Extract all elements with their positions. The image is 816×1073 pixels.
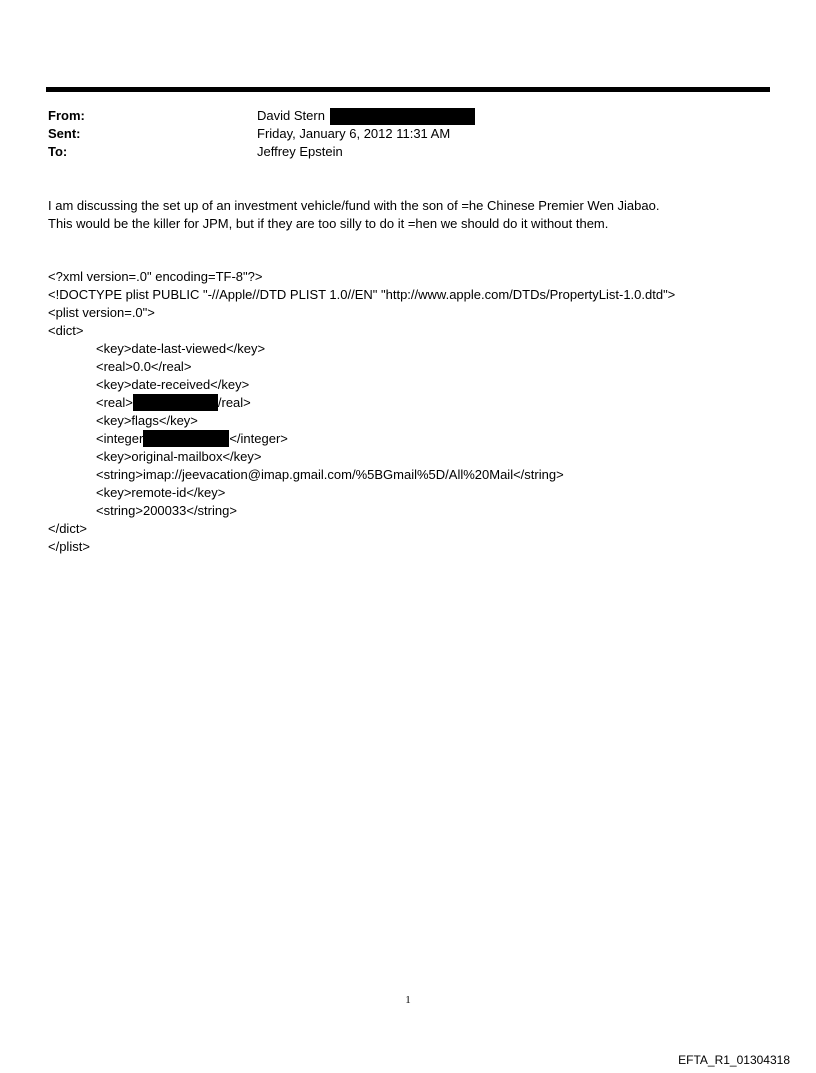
xml-line: <key>remote-id</key> — [96, 485, 226, 500]
xml-fragment: <real> — [96, 395, 133, 410]
from-value: David Stern — [257, 108, 325, 123]
xml-line: <string>imap://jeevacation@imap.gmail.com/%5BGmail%5D/All%20Mail</string> — [96, 467, 564, 482]
xml-line: </dict> — [48, 521, 88, 536]
xml-line: <key>original-mailbox</key> — [96, 449, 262, 464]
email-header — [48, 107, 475, 161]
xml-block — [48, 268, 675, 556]
from-row — [48, 107, 475, 125]
xml-line: <!DOCTYPE plist PUBLIC "-//Apple//DTD PLIST 1.0//EN" "http://www.apple.com/DTDs/PropertyList-1.0.dtd"> — [48, 287, 676, 302]
xml-line: </plist> — [48, 539, 90, 554]
body-line: This would be the killer for JPM, but if they are too silly to do it =hen we should do it without them. — [48, 216, 609, 231]
xml-line: <key>flags</key> — [96, 413, 198, 428]
to-label: To: — [48, 144, 68, 159]
email-body — [48, 197, 778, 233]
xml-line: <real>0.0</real> — [96, 359, 192, 374]
xml-line: <plist version=.0"> — [48, 305, 155, 320]
header-rule — [46, 87, 770, 92]
document-id: EFTA_R1_01304318 — [678, 1053, 790, 1067]
xml-line: <key>date-last-viewed</key> — [96, 341, 266, 356]
xml-line: <dict> — [48, 323, 84, 338]
xml-fragment: </integer> — [229, 431, 288, 446]
redaction-box — [133, 394, 218, 411]
redaction-box — [330, 108, 475, 125]
sent-row — [48, 125, 475, 143]
body-line: I am discussing the set up of an investment vehicle/fund with the son of =he Chinese Premier Wen Jiabao. — [48, 198, 660, 213]
sent-value: Friday, January 6, 2012 11:31 AM — [257, 126, 451, 141]
xml-line-redacted — [48, 430, 675, 448]
xml-line-redacted — [48, 394, 675, 412]
xml-fragment: <integer — [96, 431, 144, 446]
xml-line: <string>200033</string> — [96, 503, 237, 518]
xml-line: <?xml version=.0" encoding=TF-8"?> — [48, 269, 263, 284]
to-value: Jeffrey Epstein — [257, 144, 343, 159]
sent-label: Sent: — [48, 126, 81, 141]
page-number: 1 — [405, 994, 411, 1006]
to-row — [48, 143, 475, 161]
redaction-box — [143, 430, 229, 447]
xml-line: <key>date-received</key> — [96, 377, 250, 392]
xml-fragment: /real> — [217, 395, 251, 410]
from-label: From: — [48, 108, 85, 123]
